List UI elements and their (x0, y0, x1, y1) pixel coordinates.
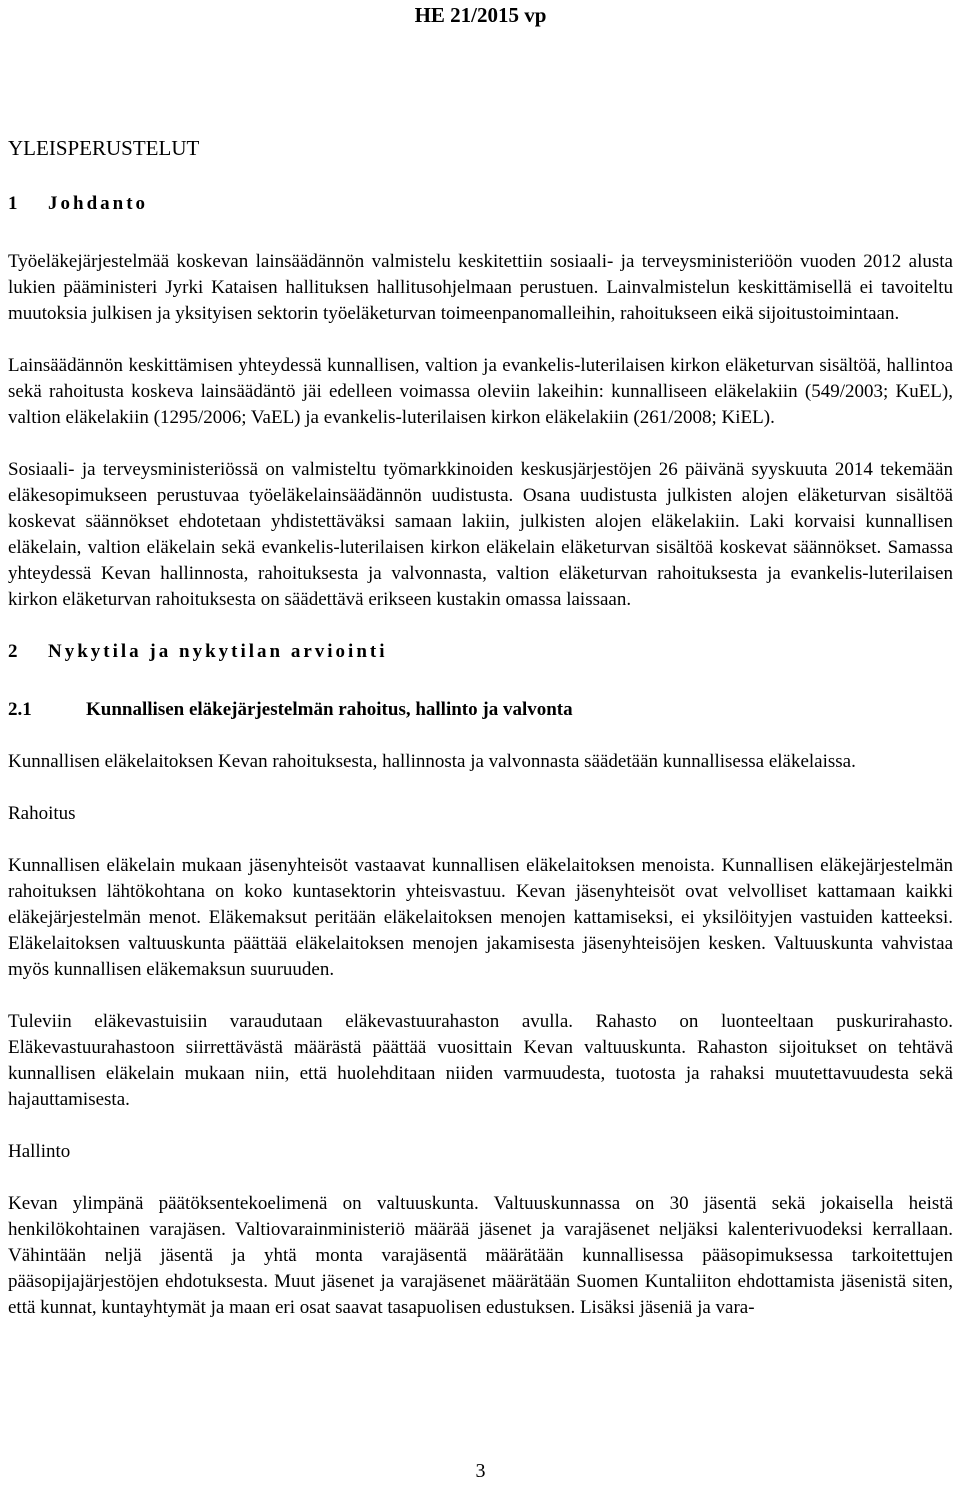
paragraph: Tuleviin eläkevastuisiin varaudutaan eläkevastuurahaston avulla. Rahasto on luonteeltaan puskurirahasto. Eläkevastuurahastoon siirrettävästä määrästä päättää vuosittain Kevan valtuuskunta. Rahaston sijoitukset on tehtävä kunnallisen eläkelain mukaan niin, että huolehditaan niiden varmuudesta, tuotosta ja rahaksi muutettavuudesta sekä hajauttamisesta. (8, 1011, 953, 1110)
paragraph: Sosiaali- ja terveysministeriössä on valmisteltu työmarkkinoiden keskusjärjestöjen 26 päivänä syyskuuta 2014 tekemään eläkesopimukseen perustuvaa työeläkelainsäädännön uudistusta. Osana uudistusta julkisten alojen eläketurvan sisältöä koskevat säännökset ehdotetaan yhdistettäväksi samaan lakiin, julkisten alojen eläkelakiin. Laki korvaisi kunnallisen eläkelain, valtion eläkelain sekä evankelis-luterilaisen kirkon eläkelain eläketurvan sisältöä koskevat säännökset. Samassa yhteydessä Kevan hallinnosta, rahoituksesta ja valvonnasta, valtion eläketurvan rahoituksesta ja evankelis-luterilaisen kirkon eläketurvan rahoituksesta on säädettävä erikseen kustakin omassa laissaan. (8, 459, 953, 610)
document-content (8, 135, 953, 1347)
section-title: Johdanto (48, 193, 149, 214)
paragraph: Työeläkejärjestelmää koskevan lainsäädännön valmistelu keskitettiin sosiaali- ja terveysministeriöön vuoden 2012 alusta lukien pääministeri Jyrki Kataisen hallituksen hallitusohjelmaan perustuen. Lainvalmistelun keskittämisellä ei tavoiteltu muutoksia julkisen ja yksityisen sektorin työeläketurvan toimeenpanomalleihin, rahoitukseen eikä sijoitustoimintaan. (8, 251, 953, 324)
subsection-heading (8, 697, 953, 723)
paragraph: Kevan ylimpänä päätöksentekoelimenä on valtuuskunta. Valtuuskunnassa on 30 jäsentä sekä jokaisella heistä henkilökohtainen varajäsen. Valtiovarainministeriö määrää jäsenet ja varajäsenet neljäksi kalenterivuodeksi kerrallaan. Vähintään neljä jäsentä ja yhtä monta varajäsentä määrätään kunnallisessa pääsopimuksessa tarkoitettujen pääsopijajärjestöjen ehdotuksesta. Muut jäsenet ja varajäsenet määrätään Suomen Kuntaliiton ehdottamista jäsenistä siten, että kunnat, kuntayhtymät ja maan eri osat saavat tasapuolisen edustuksen. Lisäksi jäseniä ja vara- (8, 1193, 953, 1318)
section-title: Nykytila ja nykytilan arviointi (48, 641, 388, 662)
section-number: 1 (8, 193, 18, 214)
subsection-number: 2.1 (8, 699, 32, 720)
section-number: 2 (8, 641, 18, 662)
section-heading-1 (8, 191, 953, 217)
paragraph: Lainsäädännön keskittämisen yhteydessä kunnallisen, valtion ja evankelis-luterilaisen kirkon eläketurvan sisältöä, hallintoa sekä rahoitusta koskeva lainsäädäntö jäi edelleen voimassa oleviin lakeihin: kunnalliseen eläkelakiin (549/2003; KuEL), valtion eläkelakiin (1295/2006; VaEL) ja evankelis-luterilaisen kirkon eläkelakiin (261/2008; KiEL). (8, 355, 953, 428)
hallinto-heading: Hallinto (8, 1141, 71, 1162)
subsection-title: Kunnallisen eläkejärjestelmän rahoitus, hallinto ja valvonta (86, 699, 573, 720)
page-number: 3 (475, 1460, 486, 1482)
paragraph: Kunnallisen eläkelaitoksen Kevan rahoituksesta, hallinnosta ja valvonnasta säädetään kunnallisessa eläkelaissa. (8, 751, 856, 772)
paragraph: Kunnallisen eläkelain mukaan jäsenyhteisöt vastaavat kunnallisen eläkelaitoksen menoista. Kunnallisen eläkejärjestelmän rahoituksen lähtökohtana on koko kuntasektorin yhteisvastuu. Kevan jäsenyhteisöt ovat velvolliset kattamaan kaikki eläkejärjestelmän menot. Eläkemaksut peritään eläkelaitoksen menojen kattamiseksi, ei yksilöityjen vastuiden katteeksi. Eläkelaitoksen valtuuskunta päättää eläkelaitoksen menojen jakamisesta jäsenyhteisöjen kesken. Valtuuskunta vahvistaa myös kunnallisen eläkemaksun suuruuden. (8, 855, 953, 980)
document-id-header: HE 21/2015 vp (414, 3, 547, 27)
section-heading-2 (8, 639, 953, 665)
main-heading: YLEISPERUSTELUT (8, 136, 200, 160)
rahoitus-heading: Rahoitus (8, 803, 76, 824)
document-page (8, 0, 953, 1495)
